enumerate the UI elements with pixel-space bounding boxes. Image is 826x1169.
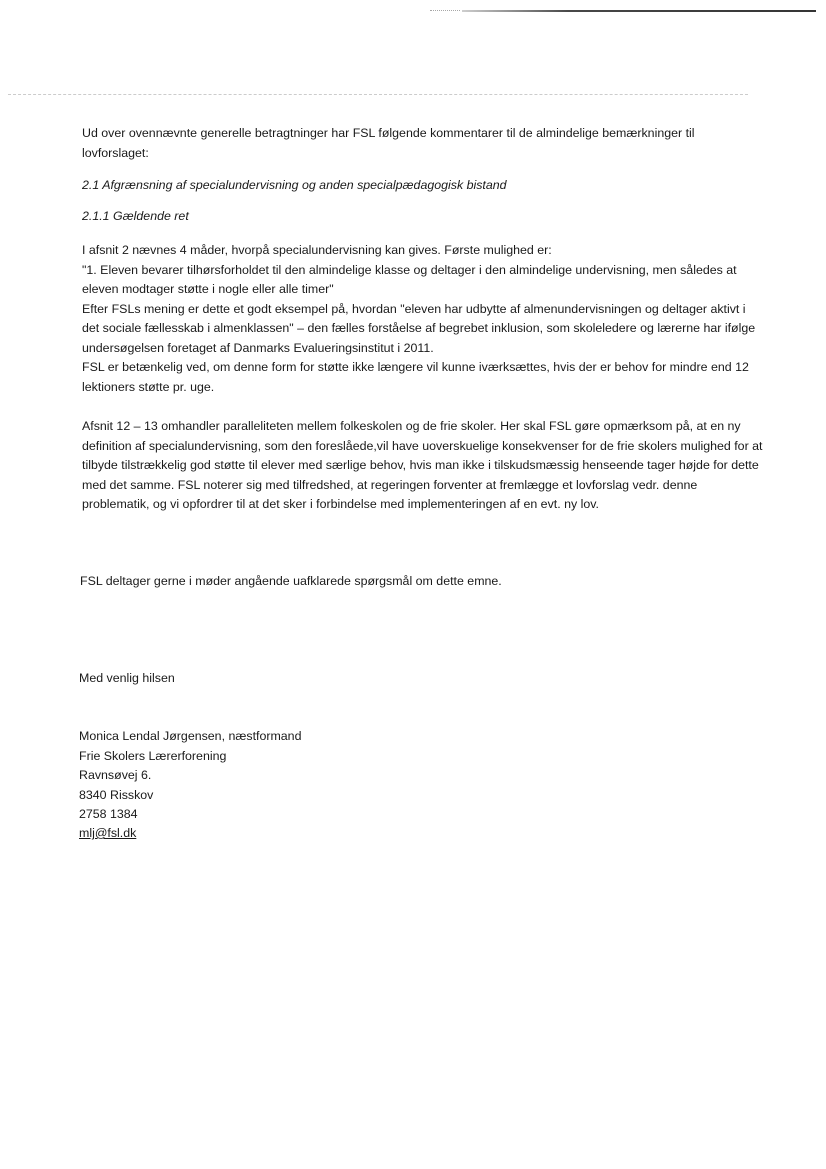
- signature-phone: 2758 1384: [79, 807, 138, 821]
- scan-artifact-line: [462, 10, 816, 12]
- signature-city: 8340 Risskov: [79, 788, 154, 802]
- signature-organization: Frie Skolers Lærerforening: [79, 749, 227, 763]
- email-link[interactable]: mlj@fsl.dk: [79, 826, 137, 840]
- section-heading: 2.1 Afgrænsning af specialundervisning og anden specialpædagogisk bistand: [82, 178, 507, 192]
- body-paragraph-1: I afsnit 2 nævnes 4 måder, hvorpå specialundervisning kan gives. Første mulighed er: "1. Eleven bevarer tilhørsforholdet til den almindelige klasse og deltager i den almindelige undervisning, men således at eleven modtager støtte i nogle eller alle timer" Efter FSLs mening er dette et godt eksempel på, hvordan "eleven har udbytte af almenundervisningen og deltager aktivt i det sociale fællesskab i almenklassen" – den fælles forståelse af begrebet inklusion, som skoleledere og lærerne har ifølge undersøgelsen foretaget af Danmarks Evalueringsinstitut i 2011. FSL er betænkelig ved, om denne form for støtte ikke længere vil kunne iværksættes, hvis der er behov for mindre end 12 lektioners støtte pr. uge.: [82, 243, 756, 394]
- signature-email-line: [79, 824, 479, 844]
- body-paragraph-3: FSL deltager gerne i møder angående uafklarede spørgsmål om dette emne.: [80, 574, 502, 588]
- closing-greeting: Med venlig hilsen: [79, 671, 175, 685]
- intro-paragraph: Ud over ovennævnte generelle betragtninger har FSL følgende kommentarer til de almindelige bemærkninger til lovforslaget:: [82, 126, 698, 160]
- scan-artifact-dots: [430, 10, 460, 12]
- scan-artifact-dashed-line: [8, 94, 748, 96]
- signature-street: Ravnsøvej 6.: [79, 768, 152, 782]
- body-paragraph-2: Afsnit 12 – 13 omhandler paralleliteten mellem folkeskolen og de frie skoler. Her skal FSL gøre opmærksom på, at en ny definition af specialundervisning, som den foreslåede,vil have uoverskuelige konsekvenser for de frie skolers mulighed for at tilbyde tilstrækkelig god støtte til elever med særlige behov, hvis man ikke i tilskudsmæssig henseende tager højde for dette med det samme. FSL noterer sig med tilfredshed, at regeringen forventer at fremlægge et lovforslag vedr. denne problematik, og vi opfordrer til at det sker i forbindelse med implementeringen af en evt. ny lov.: [82, 419, 766, 511]
- subsection-heading: 2.1.1 Gældende ret: [82, 209, 189, 223]
- signature-name: Monica Lendal Jørgensen, næstformand: [79, 729, 302, 743]
